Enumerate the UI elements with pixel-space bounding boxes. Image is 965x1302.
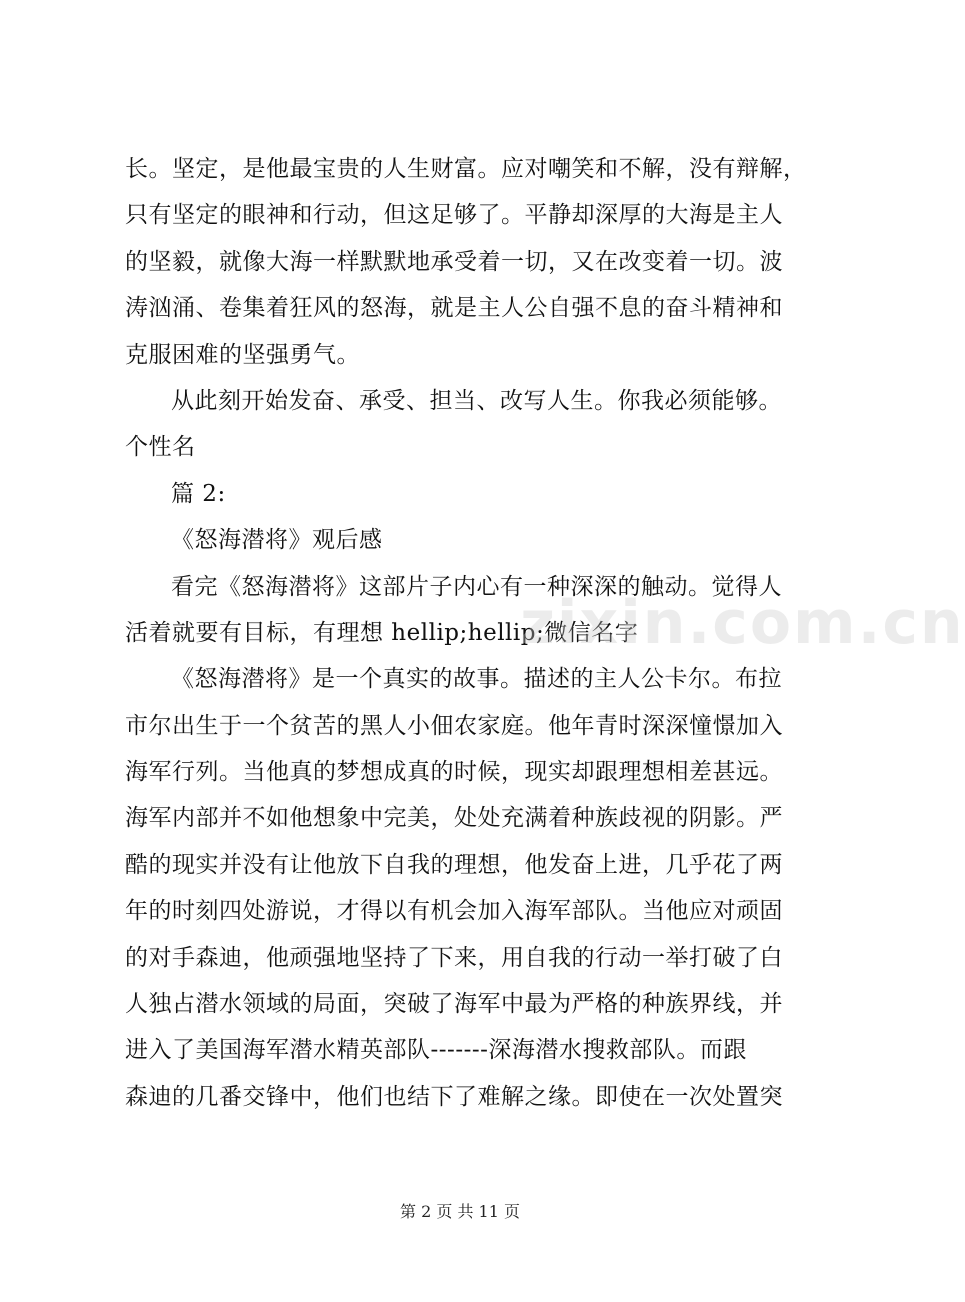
page-footer: 第 2 页 共 11 页 — [400, 1202, 520, 1221]
text-line: 市尔出生于一个贫苦的黑人小佃农家庭。他年青时深深憧憬加入 — [125, 712, 783, 739]
text-line: 的坚毅，就像大海一样默默地承受着一切，又在改变着一切。波 — [125, 248, 783, 275]
text-line: 长。坚定，是他最宝贵的人生财富。应对嘲笑和不解，没有辩解， — [125, 156, 807, 182]
text-line: 的对手森迪，他顽强地坚持了下来，用自我的行动一举打破了白 — [125, 944, 783, 971]
text-line: 海军行列。当他真的梦想成真的时候，现实却跟理想相差甚远。 — [125, 759, 783, 786]
text-line: 从此刻开始发奋、承受、担当、改写人生。你我必须能够。 — [171, 387, 782, 414]
text-line: 看完《怒海潜将》这部片子内心有一种深深的触动。觉得人 — [171, 573, 782, 600]
text-line: 涛汹涌、卷集着狂风的怒海，就是主人公自强不息的奋斗精神和 — [125, 295, 783, 322]
text-line: 个性名 — [125, 434, 196, 461]
text-line: 酷的现实并没有让他放下自我的理想，他发奋上进，几乎花了两 — [125, 851, 783, 878]
text-line: 进入了美国海军潜水精英部队-------深海潜水搜救部队。而跟 — [125, 1037, 747, 1064]
text-line: 森迪的几番交锋中，他们也结下了难解之缘。即使在一次处置突 — [125, 1083, 783, 1110]
watermark: zixin.com.cn — [520, 588, 965, 658]
section-heading: 篇 2: — [171, 480, 226, 507]
document-body — [125, 146, 805, 1120]
text-line: 年的时刻四处游说，才得以有机会加入海军部队。当他应对顽固 — [125, 898, 783, 925]
text-line: 海军内部并不如他想象中完美，处处充满着种族歧视的阴影。严 — [125, 805, 783, 832]
text-line: 《怒海潜将》是一个真实的故事。描述的主人公卡尔。布拉 — [171, 666, 782, 693]
article-title: 《怒海潜将》观后感 — [171, 527, 383, 554]
text-line: 只有坚定的眼神和行动，但这足够了。平静却深厚的大海是主人 — [125, 202, 783, 229]
text-line: 人独占潜水领域的局面，突破了海军中最为严格的种族界线，并 — [125, 991, 783, 1018]
text-line: 活着就要有目标，有理想 hellip;hellip;微信名字 — [125, 619, 639, 646]
text-line: 克服困难的坚强勇气。 — [125, 341, 360, 368]
